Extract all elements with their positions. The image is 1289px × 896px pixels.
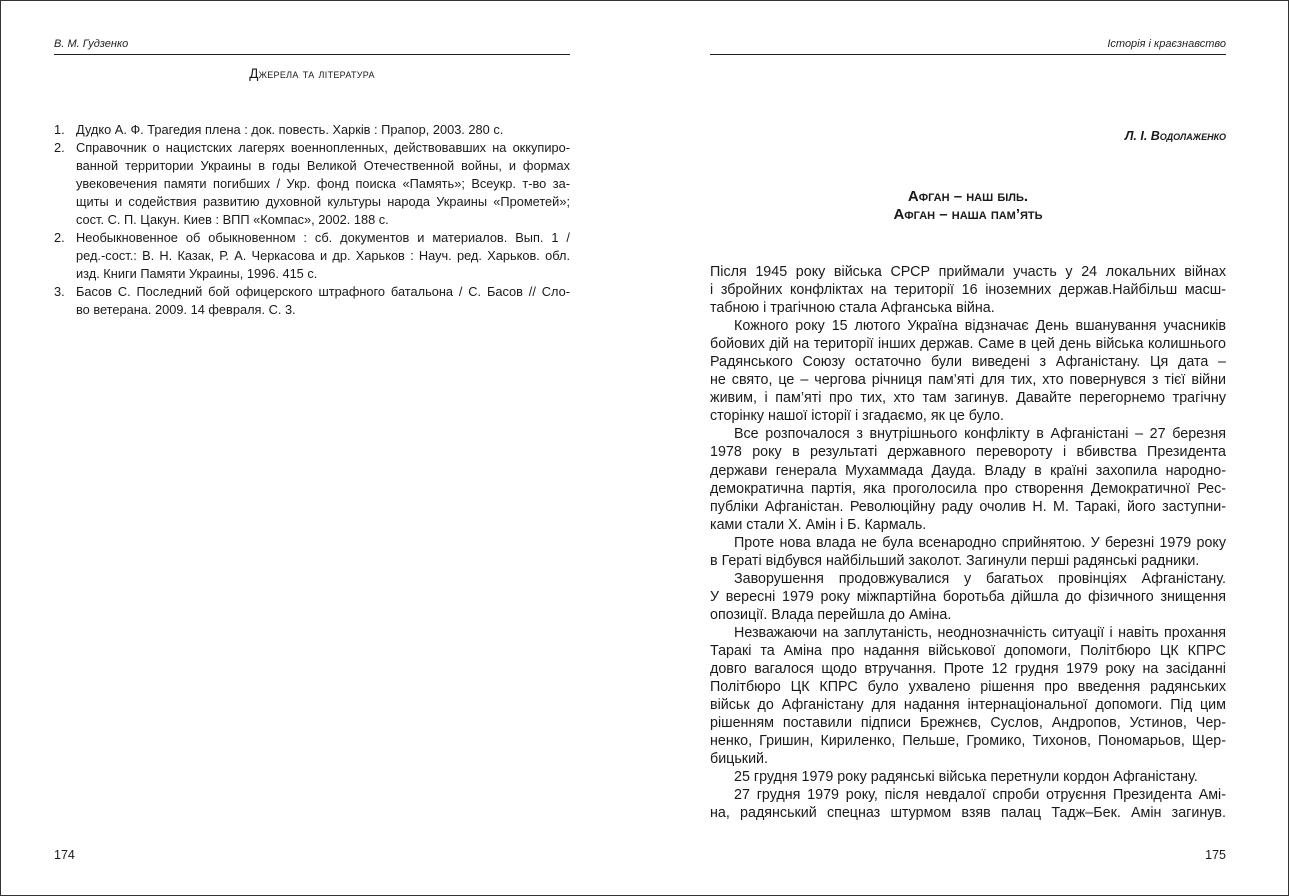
paragraph-line: 27 грудня 1979 року, після невдалої спроби отруєння Президента Амі- <box>734 787 1226 804</box>
paragraph-line: Радянського Союзу остаточно були виведені з Афганістану. Ця дата – <box>710 354 1226 371</box>
page-number: 174 <box>54 848 75 862</box>
page-number: 175 <box>1205 848 1226 862</box>
paragraph-line: бойових дій на території інших держав. Саме в цей день війська колишнього <box>710 336 1226 353</box>
running-head-section: Історія і краєзнавство <box>1107 38 1226 50</box>
paragraph <box>710 425 1226 533</box>
paragraph-line: У вересні 1979 року міжпартійна боротьба дійшла до фізичного знищення <box>710 588 1226 605</box>
paragraph-line: і збройних конфліктах на території 16 іноземних держав.Найбільш масш- <box>710 282 1226 299</box>
reference-line: Справочник о нацистских лагерях военнопленных, действовавших на оккупиро- <box>76 140 570 155</box>
reference-line: изд. Книги Памяти Украины, 1996. 415 с. <box>76 266 318 281</box>
reference-item <box>54 139 570 229</box>
right-page <box>710 0 1226 896</box>
article-author: Л. І. Водолаженко <box>1124 129 1226 143</box>
paragraph <box>710 768 1226 786</box>
reference-line: Басов С. Последний бой офицерского штрафного батальона / С. Басов // Сло- <box>76 284 570 299</box>
reference-item <box>54 121 570 139</box>
paragraph-line: Таракі та Аміна про надання військової допомоги, Політбюро ЦК КПРС <box>710 642 1226 659</box>
paragraph-line: Політбюро ЦК КПРС було ухвалено рішення про введення радянських <box>710 679 1226 696</box>
paragraph-line: військ до Афганістану для надання інтернаціональної допомоги. Під цим <box>710 697 1226 714</box>
article-title-line: Афган – наша пам’ять <box>893 206 1043 223</box>
paragraph-line: не свято, це – чергова річниця пам’яті для тих, хто повернувся з тієї війни <box>710 372 1226 389</box>
reference-number: 2. <box>54 140 65 155</box>
reference-line: сост. С. П. Цакун. Киев : ВПП «Компас», 2002. 188 с. <box>76 212 389 227</box>
paragraph <box>710 534 1226 570</box>
article-body <box>710 263 1226 822</box>
paragraph-line: бицький. <box>710 751 769 768</box>
article-title <box>710 188 1226 224</box>
header-rule <box>710 54 1226 55</box>
paragraph <box>710 624 1226 768</box>
reference-line: увековечения памяти погибших / Укр. фонд поиска «Память»; Всеукр. т-во за- <box>76 176 570 191</box>
reference-number: 3. <box>54 284 65 299</box>
paragraph-line: рішенням поставили підписи Брежнєв, Суслов, Андропов, Устинов, Чер- <box>710 715 1226 732</box>
reference-line: ванной территории Украины в годы Великой Отечественной войны, и формах <box>76 158 570 173</box>
paragraph-line: Кожного року 15 лютого Україна відзначає День вшанування учасників <box>734 318 1226 335</box>
paragraph-line: в Гераті відбувся найбільший заколот. Загинули перші радянські радники. <box>710 552 1200 569</box>
reference-item <box>54 229 570 283</box>
paragraph-line: ненко, Гришин, Кириленко, Пельше, Громико, Тихонов, Пономарьов, Щер- <box>710 733 1226 750</box>
paragraph-line: табною і трагічною стала Афганська війна. <box>710 300 995 317</box>
reference-number: 2. <box>54 230 65 245</box>
paragraph-line: сторінку нашої історії і згадаємо, як це було. <box>710 408 1004 425</box>
paragraph-line: публіки Афганістан. Революційну раду очолив Н. М. Таракі, його заступни- <box>710 498 1226 515</box>
reference-line: во ветерана. 2009. 14 февраля. С. 3. <box>76 302 296 317</box>
paragraph-line: держави генерала Мухаммада Дауда. Владу в країні захопила народно- <box>710 462 1226 479</box>
paragraph-line: Незважаючи на заплутаність, неоднозначність ситуації і навіть прохання <box>734 624 1226 641</box>
paragraph-line: Заворушення продовжувалися у багатьох провінціях Афганістану. <box>734 570 1226 587</box>
paragraph-line: живим, і пам’яті про тих, хто там загинув. Давайте перегорнемо трагічну <box>710 390 1226 407</box>
paragraph-line: довго вагалося щодо втручання. Проте 12 грудня 1979 року на засіданні <box>710 661 1226 678</box>
running-head-author: В. М. Гудзенко <box>54 38 129 50</box>
paragraph <box>710 786 1226 822</box>
paragraph-line: на, радянський спецназ штурмом взяв палац Тадж–Бек. Амін загинув. <box>710 805 1226 822</box>
reference-line: Дудко А. Ф. Трагедия плена : док. повесть. Харків : Прапор, 2003. 280 с. <box>76 122 504 137</box>
paragraph-line: ками стали Х. Амін і Б. Кармаль. <box>710 516 927 533</box>
section-title: Джерела та література <box>249 66 375 81</box>
reference-item <box>54 283 570 319</box>
header-rule <box>54 54 570 55</box>
paragraph <box>710 317 1226 425</box>
paragraph <box>710 263 1226 317</box>
paragraph-line: Проте нова влада не була всенародно сприйнятою. У березні 1979 року <box>734 534 1226 551</box>
reference-line: Необыкновенное об обыкновенном : сб. документов и материалов. Вып. 1 / <box>76 230 570 245</box>
paragraph <box>710 570 1226 624</box>
reference-list <box>54 121 570 319</box>
left-page <box>54 0 570 896</box>
paragraph-line: опозиції. Влада перейшла до Аміна. <box>710 606 952 623</box>
paragraph-line: Після 1945 року війська СРСР приймали участь у 24 локальних війнах <box>710 264 1226 280</box>
reference-number: 1. <box>54 122 65 137</box>
paragraph-line: 1978 року в результаті державного перевороту і вбивства Президента <box>710 444 1226 461</box>
reference-line: щиты и содействия развитию духовной культуры народа Украины «Прометей»; <box>76 194 570 209</box>
paragraph-line: Все розпочалося з внутрішнього конфлікту в Афганістані – 27 березня <box>734 426 1226 443</box>
article-title-line: Афган – наш біль. <box>907 188 1029 205</box>
paragraph-line: демократична партія, яка проголосила про створення Демократичної Рес- <box>710 480 1226 497</box>
reference-line: ред.-сост.: В. Н. Казак, Р. А. Черкасова и др. Харьков : Науч. ред. Харьков. обл. <box>76 248 570 263</box>
paragraph-line: 25 грудня 1979 року радянські війська перетнули кордон Афганістану. <box>734 769 1198 786</box>
